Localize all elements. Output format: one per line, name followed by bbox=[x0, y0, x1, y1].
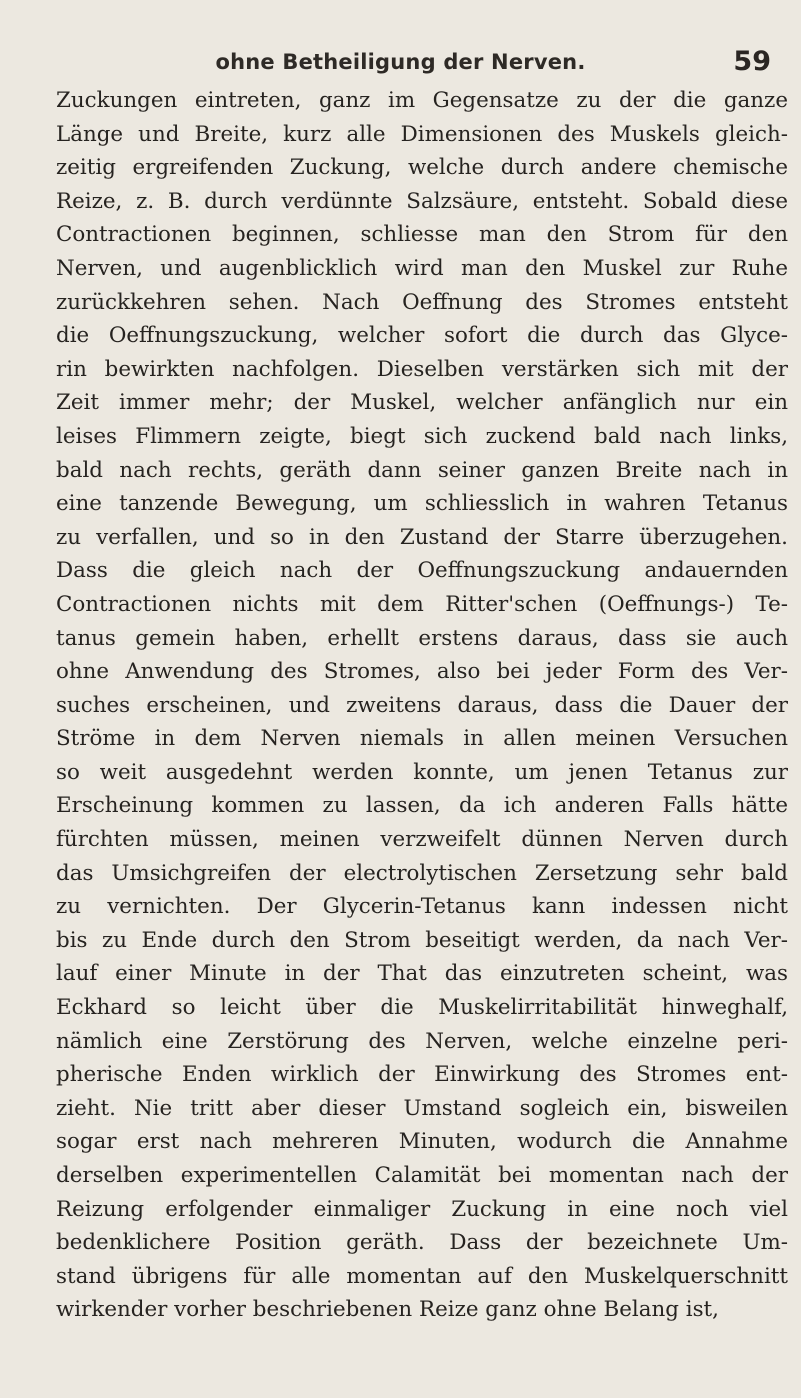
text-line: so weit ausgedehnt werden konnte, um jenen Tetanus zur bbox=[56, 759, 788, 785]
text-line: rin bewirkten nachfolgen. Dieselben verstärken sich mit der bbox=[56, 356, 788, 382]
text-line: Reize, z. B. durch verdünnte Salzsäure, entsteht. Sobald diese bbox=[56, 188, 788, 214]
text-line: Reizung erfolgender einmaliger Zuckung in eine noch viel bbox=[56, 1196, 788, 1222]
text-line: sogar erst nach mehreren Minuten, wodurch die Annahme bbox=[56, 1129, 788, 1155]
page-number: 59 bbox=[733, 46, 771, 77]
running-title: ohne Betheiligung der Nerven. bbox=[215, 50, 586, 74]
text-line: zieht. Nie tritt aber dieser Umstand sogleich ein, bisweilen bbox=[56, 1095, 788, 1121]
text-line: Eckhard so leicht über die Muskelirritabilität hinweghalf, bbox=[56, 995, 788, 1021]
text-line: bedenklichere Position geräth. Dass der bezeichnete Um- bbox=[56, 1230, 788, 1256]
text-line: suches erscheinen, und zweitens daraus, dass die Dauer der bbox=[56, 692, 788, 718]
text-line: Länge und Breite, kurz alle Dimensionen des Muskels gleich- bbox=[56, 121, 788, 147]
text-line: Zeit immer mehr; der Muskel, welcher anfänglich nur ein bbox=[56, 390, 788, 416]
text-line: leises Flimmern zeigte, biegt sich zuckend bald nach links, bbox=[56, 423, 788, 449]
text-line: ohne Anwendung des Stromes, also bei jeder Form des Ver- bbox=[56, 659, 788, 685]
text-line: das Umsichgreifen der electrolytischen Zersetzung sehr bald bbox=[56, 860, 788, 886]
text-line: bis zu Ende durch den Strom beseitigt werden, da nach Ver- bbox=[56, 927, 788, 953]
body-text bbox=[56, 84, 788, 1327]
text-line: wirkender vorher beschriebenen Reize ganz ohne Belang ist, bbox=[56, 1297, 719, 1323]
text-line: derselben experimentellen Calamität bei momentan nach der bbox=[56, 1163, 788, 1188]
text-line: stand übrigens für alle momentan auf den Muskelquerschnitt bbox=[56, 1263, 788, 1289]
running-head bbox=[0, 46, 801, 84]
text-line: zurückkehren sehen. Nach Oeffnung des Stromes entsteht bbox=[56, 289, 788, 315]
text-line: Contractionen nichts mit dem Ritter'schen (Oeffnungs-) Te- bbox=[56, 591, 788, 617]
text-line: Erscheinung kommen zu lassen, da ich anderen Falls hätte bbox=[56, 793, 788, 819]
text-line: tanus gemein haben, erhellt erstens daraus, dass sie auch bbox=[56, 625, 788, 651]
text-line: Nerven, und augenblicklich wird man den Muskel zur Ruhe bbox=[56, 255, 788, 281]
text-line: zeitig ergreifenden Zuckung, welche durch andere chemische bbox=[56, 155, 788, 181]
text-line: zu verfallen, und so in den Zustand der Starre überzugehen. bbox=[56, 524, 788, 550]
text-line: Dass die gleich nach der Oeffnungszuckung andauernden bbox=[56, 558, 788, 584]
text-line: lauf einer Minute in der That das einzutreten scheint, was bbox=[56, 961, 788, 987]
text-line: zu vernichten. Der Glycerin-Tetanus kann indessen nicht bbox=[56, 894, 788, 920]
text-line: Zuckungen eintreten, ganz im Gegensatze zu der die ganze bbox=[56, 88, 788, 113]
text-line: bald nach rechts, geräth dann seiner ganzen Breite nach in bbox=[56, 457, 788, 483]
text-line: pherische Enden wirklich der Einwirkung des Stromes ent- bbox=[56, 1062, 788, 1088]
text-line: Ströme in dem Nerven niemals in allen meinen Versuchen bbox=[56, 726, 788, 752]
text-line: die Oeffnungszuckung, welcher sofort die durch das Glyce- bbox=[56, 323, 788, 349]
text-line: nämlich eine Zerstörung des Nerven, welche einzelne peri- bbox=[56, 1028, 788, 1054]
text-line: eine tanzende Bewegung, um schliesslich in wahren Tetanus bbox=[56, 491, 788, 517]
text-line: fürchten müssen, meinen verzweifelt dünnen Nerven durch bbox=[56, 827, 788, 853]
text-line: Contractionen beginnen, schliesse man den Strom für den bbox=[56, 222, 788, 248]
